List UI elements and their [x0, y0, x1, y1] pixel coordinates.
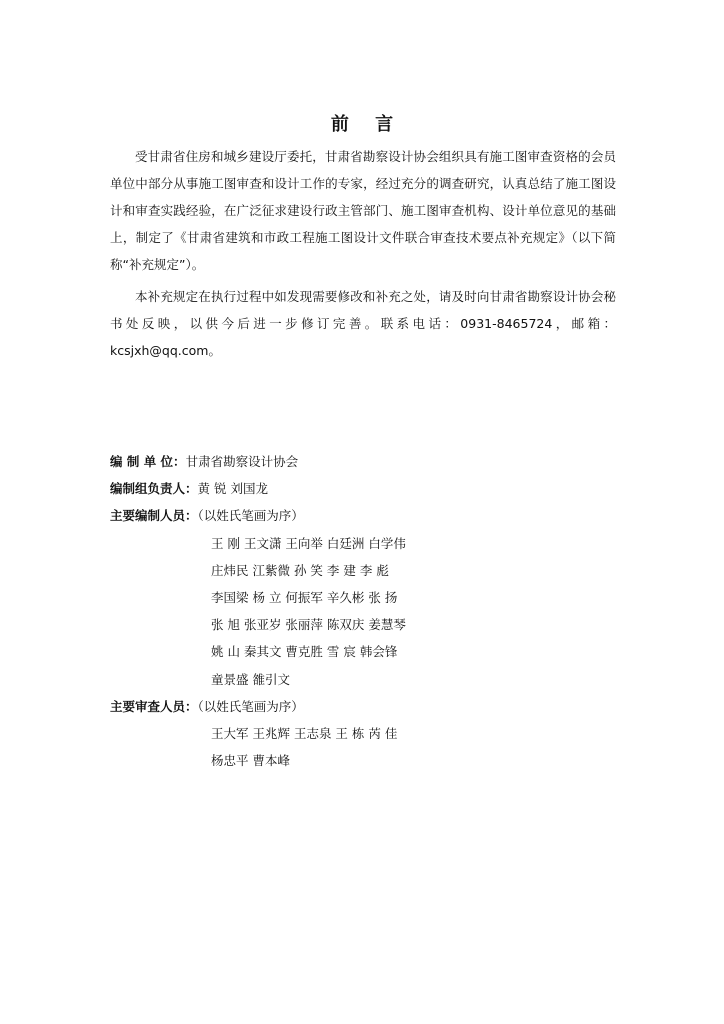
- reviewers-row: [110, 693, 616, 720]
- leaders-label: 编制组负责人：: [110, 481, 198, 497]
- editors-label: 主要编制人员：: [110, 508, 198, 524]
- reviewers-names-row: 王大军 王兆辉 王志泉 王 栋 芮 佳: [211, 725, 398, 741]
- reviewers-label: 主要审查人员：: [110, 698, 198, 714]
- preface-paragraph-1: 受甘肃省住房和城乡建设厅委托，甘肃省勘察设计协会组织具有施工图审查资格的会员单位中部分从事施工图审查和设计工作的专家，经过充分的调查研究，认真总结了施工图设计和审查实践经验，在广泛征求建设行政主管部门、施工图审查机构、设计单位意见的基础上，制定了《甘肃省建筑和市政工程施工图设计文件联合审查技术要点补充规定》（以下简称“补充规定”）。: [110, 149, 616, 272]
- leaders-row: [110, 475, 616, 502]
- credits-section: [110, 448, 616, 774]
- compiler-label: 编 制 单 位：: [110, 454, 186, 469]
- editors-names-row: 庄炜民 江紫微 孙 笑 李 建 李 彪: [211, 562, 389, 578]
- reviewers-names-row: 杨忠平 曹本峰: [211, 753, 290, 769]
- editors-names-row: 姚 山 秦其文 曹克胜 雪 宸 韩会锋: [211, 644, 398, 660]
- preface-paragraph-2: 本补充规定在执行过程中如发现需要修改和补充之处，请及时向甘肃省勘察设计协会秘书处反映，以供今后进一步修订完善。联系电话：0931-8465724，邮箱：kcsjxh@qq.com。: [110, 289, 616, 358]
- leaders-value: 黄 锐 刘国龙: [197, 481, 268, 497]
- page-title: 前 言: [330, 114, 404, 135]
- editors-note: （以姓氏笔画为序）: [197, 508, 304, 524]
- compiler-value: 甘肃省勘察设计协会: [185, 454, 299, 469]
- editors-names-row: 张 旭 张亚岁 张丽萍 陈双庆 姜慧琴: [211, 617, 406, 633]
- editors-row: [110, 502, 616, 529]
- compiler-row: [110, 448, 616, 475]
- reviewers-note: （以姓氏笔画为序）: [197, 698, 304, 714]
- editors-names-row: 李国梁 杨 立 何振军 辛久彬 张 扬: [211, 589, 398, 605]
- editors-names-row: 童景盛 雒引文: [211, 671, 290, 687]
- editors-names-row: 王 刚 王文潇 王向举 白廷洲 白学伟: [211, 535, 406, 551]
